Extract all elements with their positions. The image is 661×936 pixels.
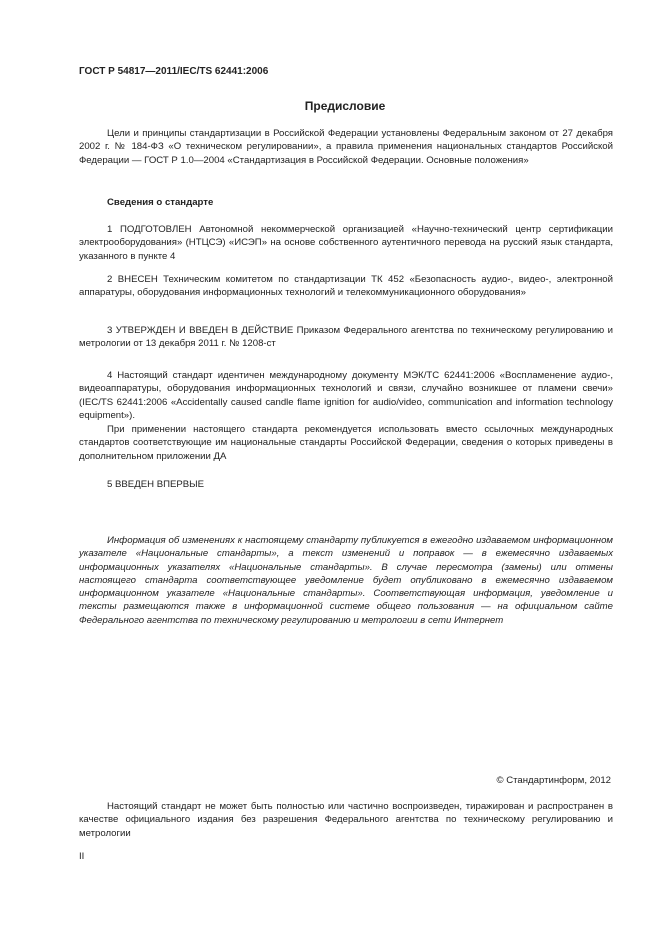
item-1-paragraph: 1 ПОДГОТОВЛЕН Автономной некоммерческой организацией «Научно-технический центр сертификации электрооборудования» (НТЦСЭ) «ИСЭП» на основе собственного аутентичного перевода на русский язык стандарта, указанного в пункте 4 bbox=[79, 224, 613, 262]
intro-paragraph: Цели и принципы стандартизации в Российской Федерации установлены Федеральным законом от 27 декабря 2002 г. № 184-ФЗ «О техническом регулировании», а правила применения национальных стандартов Российской Федерации — ГОСТ Р 1.0—2004 «Стандартизация в Российской Федерации. Основные положения» bbox=[79, 128, 613, 166]
item-4-note-paragraph: При применении настоящего стандарта рекомендуется использовать вместо ссылочных международных стандартов соответствующие им национальные стандарты Российской Федерации, сведения о которых приведены в дополнительном приложении ДА bbox=[79, 424, 613, 462]
item-2-paragraph: 2 ВНЕСЕН Техническим комитетом по стандартизации ТК 452 «Безопасность аудио-, видео-, электронной аппаратуры, оборудования информационных технологий и телекоммуникационного оборудования» bbox=[79, 274, 613, 299]
page-number: II bbox=[79, 851, 85, 862]
section-heading: Сведения о стандарте bbox=[107, 197, 214, 208]
item-5-paragraph: 5 ВВЕДЕН ВПЕРВЫЕ bbox=[107, 479, 205, 490]
footer-paragraph: Настоящий стандарт не может быть полностью или частично воспроизведен, тиражирован и распространен в качестве официального издания без разрешения Федерального агентства по техническому регулированию и метрологии bbox=[79, 801, 613, 839]
page-title: Предисловие bbox=[304, 99, 386, 113]
item-3-paragraph: 3 УТВЕРЖДЕН И ВВЕДЕН В ДЕЙСТВИЕ Приказом Федерального агентства по техническому регулированию и метрологии от 13 декабря 2011 г. № 1208-ст bbox=[79, 325, 613, 350]
copyright-line: © Стандартинформ, 2012 bbox=[496, 775, 611, 786]
item-4-paragraph: 4 Настоящий стандарт идентичен международному документу МЭК/ТС 62441:2006 «Воспламенение аудио-, видеоаппаратуры, оборудования информационных технологий и связи, случайно возникшее от пламени свечи» (IEC/TS 62441:2006 «Accidentally caused candle flame ignition for audio/video, communication and information technology equipment»). bbox=[79, 370, 613, 421]
standard-code-header: ГОСТ Р 54817—2011/IEC/TS 62441:2006 bbox=[79, 66, 269, 77]
notice-paragraph: Информация об изменениях к настоящему стандарту публикуется в ежегодно издаваемом информационном указателе «Национальные стандарты», а текст изменений и поправок — в ежемесячно издаваемых информационных указателях «Национальные стандарты». В случае пересмотра (замены) или отмены настоящего стандарта соответствующее уведомление будет опубликовано в ежемесячно издаваемом информационном указателе «Национальные стандарты». Соответствующая информация, уведомление и тексты размещаются также в информационной системе общего пользования — на официальном сайте Федерального агентства по техническому регулированию и метрологии в сети Интернет bbox=[79, 535, 613, 626]
